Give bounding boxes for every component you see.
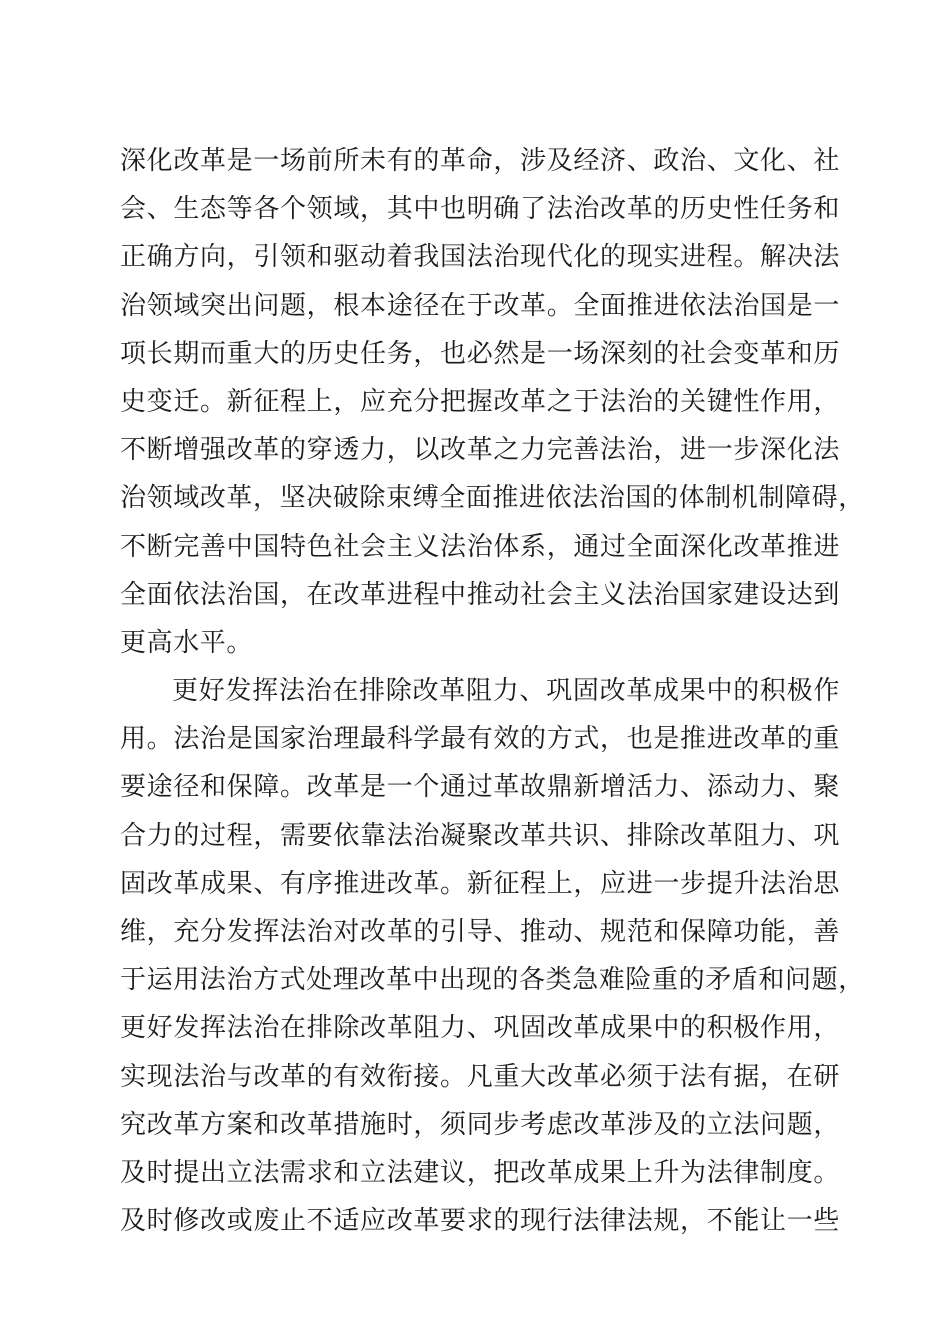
- text-line: 实现法治与改革的有效衔接。凡重大改革必须于法有据，在研: [120, 1061, 840, 1092]
- text-line-paragraph-end: 更高水平。: [120, 627, 254, 658]
- text-line: 项长期而重大的历史任务，也必然是一场深刻的社会变革和历: [120, 338, 840, 369]
- text-line: 及时修改或废止不适应改革要求的现行法律法规，不能让一些: [120, 1206, 840, 1237]
- text-line: 治领域突出问题，根本途径在于改革。全面推进依法治国是一: [120, 290, 840, 321]
- text-line: 更好发挥法治在排除改革阻力、巩固改革成果中的积极作用，: [120, 1013, 840, 1044]
- text-line: 正确方向，引领和驱动着我国法治现代化的现实进程。解决法: [120, 242, 840, 273]
- text-line: 要途径和保障。改革是一个通过革故鼎新增活力、添动力、聚: [120, 772, 840, 803]
- text-line: 不断增强改革的穿透力，以改革之力完善法治，进一步深化法: [120, 435, 840, 466]
- text-line: 固改革成果、有序推进改革。新征程上，应进一步提升法治思: [120, 868, 840, 899]
- text-line: 合力的过程，需要依靠法治凝聚改革共识、排除改革阻力、巩: [120, 820, 840, 851]
- document-body-text: [120, 137, 865, 1245]
- text-line: 维，充分发挥法治对改革的引导、推动、规范和保障功能，善: [120, 917, 840, 947]
- text-line: 于运用法治方式处理改革中出现的各类急难险重的矛盾和问题，: [120, 965, 865, 996]
- text-line: 深化改革是一场前所未有的革命，涉及经济、政治、文化、社: [120, 146, 840, 176]
- text-line: 全面依法治国，在改革进程中推动社会主义法治国家建设达到: [120, 579, 840, 610]
- text-line: 用。法治是国家治理最科学最有效的方式，也是推进改革的重: [120, 724, 840, 755]
- text-line: 究改革方案和改革措施时，须同步考虑改革涉及的立法问题，: [120, 1109, 840, 1140]
- text-line: 会、生态等各个领域，其中也明确了法治改革的历史性任务和: [120, 194, 840, 225]
- text-line: 治领域改革，坚决破除束缚全面推进依法治国的体制机制障碍，: [120, 483, 865, 514]
- text-line: 不断完善中国特色社会主义法治体系，通过全面深化改革推进: [120, 531, 840, 562]
- text-line: 史变迁。新征程上，应充分把握改革之于法治的关键性作用，: [120, 386, 840, 417]
- text-line-paragraph-start: 更好发挥法治在排除改革阻力、巩固改革成果中的积极作: [172, 676, 840, 707]
- text-line: 及时提出立法需求和立法建议，把改革成果上升为法律制度。: [120, 1157, 840, 1188]
